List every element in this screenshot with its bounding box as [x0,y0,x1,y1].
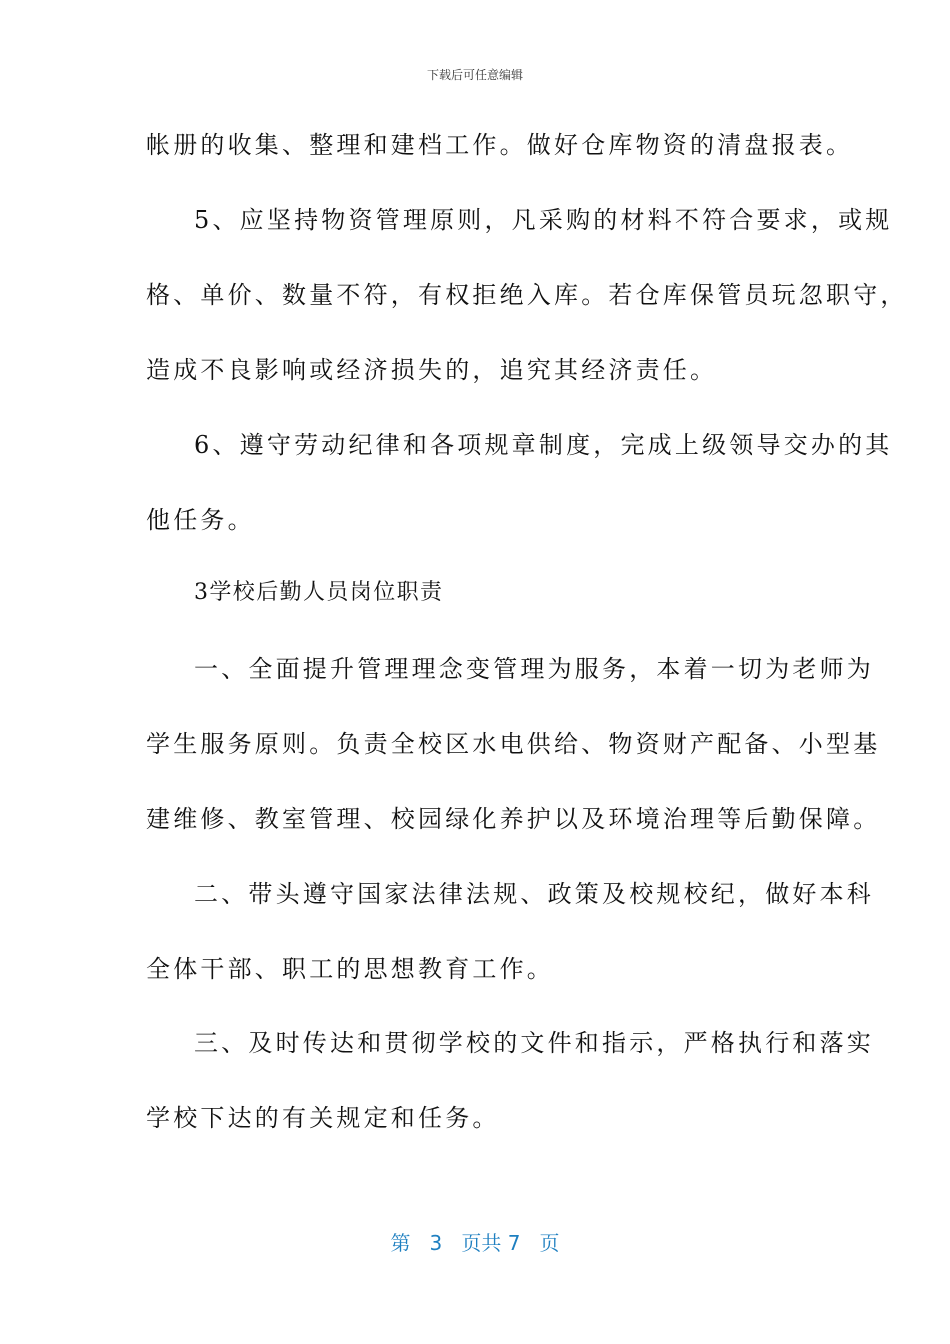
body-line-1: 帐册的收集、整理和建档工作。做好仓库物资的清盘报表。 [146,131,854,159]
body-line-14: 学校下达的有关规定和任务。 [146,1104,500,1132]
body-line-5: 6、遵守劳动纪律和各项规章制度，完成上级领导交办的其 [194,431,893,459]
header-note: 下载后可任意编辑 [426,68,523,82]
footer-mid: 页共 [461,1231,502,1255]
body-line-4: 造成不良影响或经济损失的，追究其经济责任。 [146,356,718,384]
body-line-11: 二、带头遵守国家法律法规、政策及校规校纪，做好本科 [194,880,874,908]
page-footer [0,1227,950,1256]
footer-prefix: 第 [390,1231,411,1255]
body-line-8: 一、全面提升管理理念变管理为服务，本着一切为老师为 [194,655,874,683]
body-line-2: 5、应坚持物资管理原则，凡采购的材料不符合要求，或规 [194,206,893,234]
body-line-3: 格、单价、数量不符，有权拒绝入库。若仓库保管员玩忽职守， [146,281,908,309]
body-line-12: 全体干部、职工的思想教育工作。 [146,955,554,983]
section-heading: 3学校后勤人员岗位职责 [194,580,444,605]
body-line-10: 建维修、教室管理、校园绿化养护以及环境治理等后勤保障。 [146,805,881,833]
body-line-9: 学生服务原则。负责全校区水电供给、物资财产配备、小型基 [146,730,881,758]
total-pages-number: 7 [507,1231,521,1255]
footer-suffix: 页 [539,1231,560,1255]
body-line-13: 三、及时传达和贯彻学校的文件和指示，严格执行和落实 [194,1029,874,1057]
body-line-6: 他任务。 [146,506,255,534]
current-page-number: 3 [429,1231,443,1255]
